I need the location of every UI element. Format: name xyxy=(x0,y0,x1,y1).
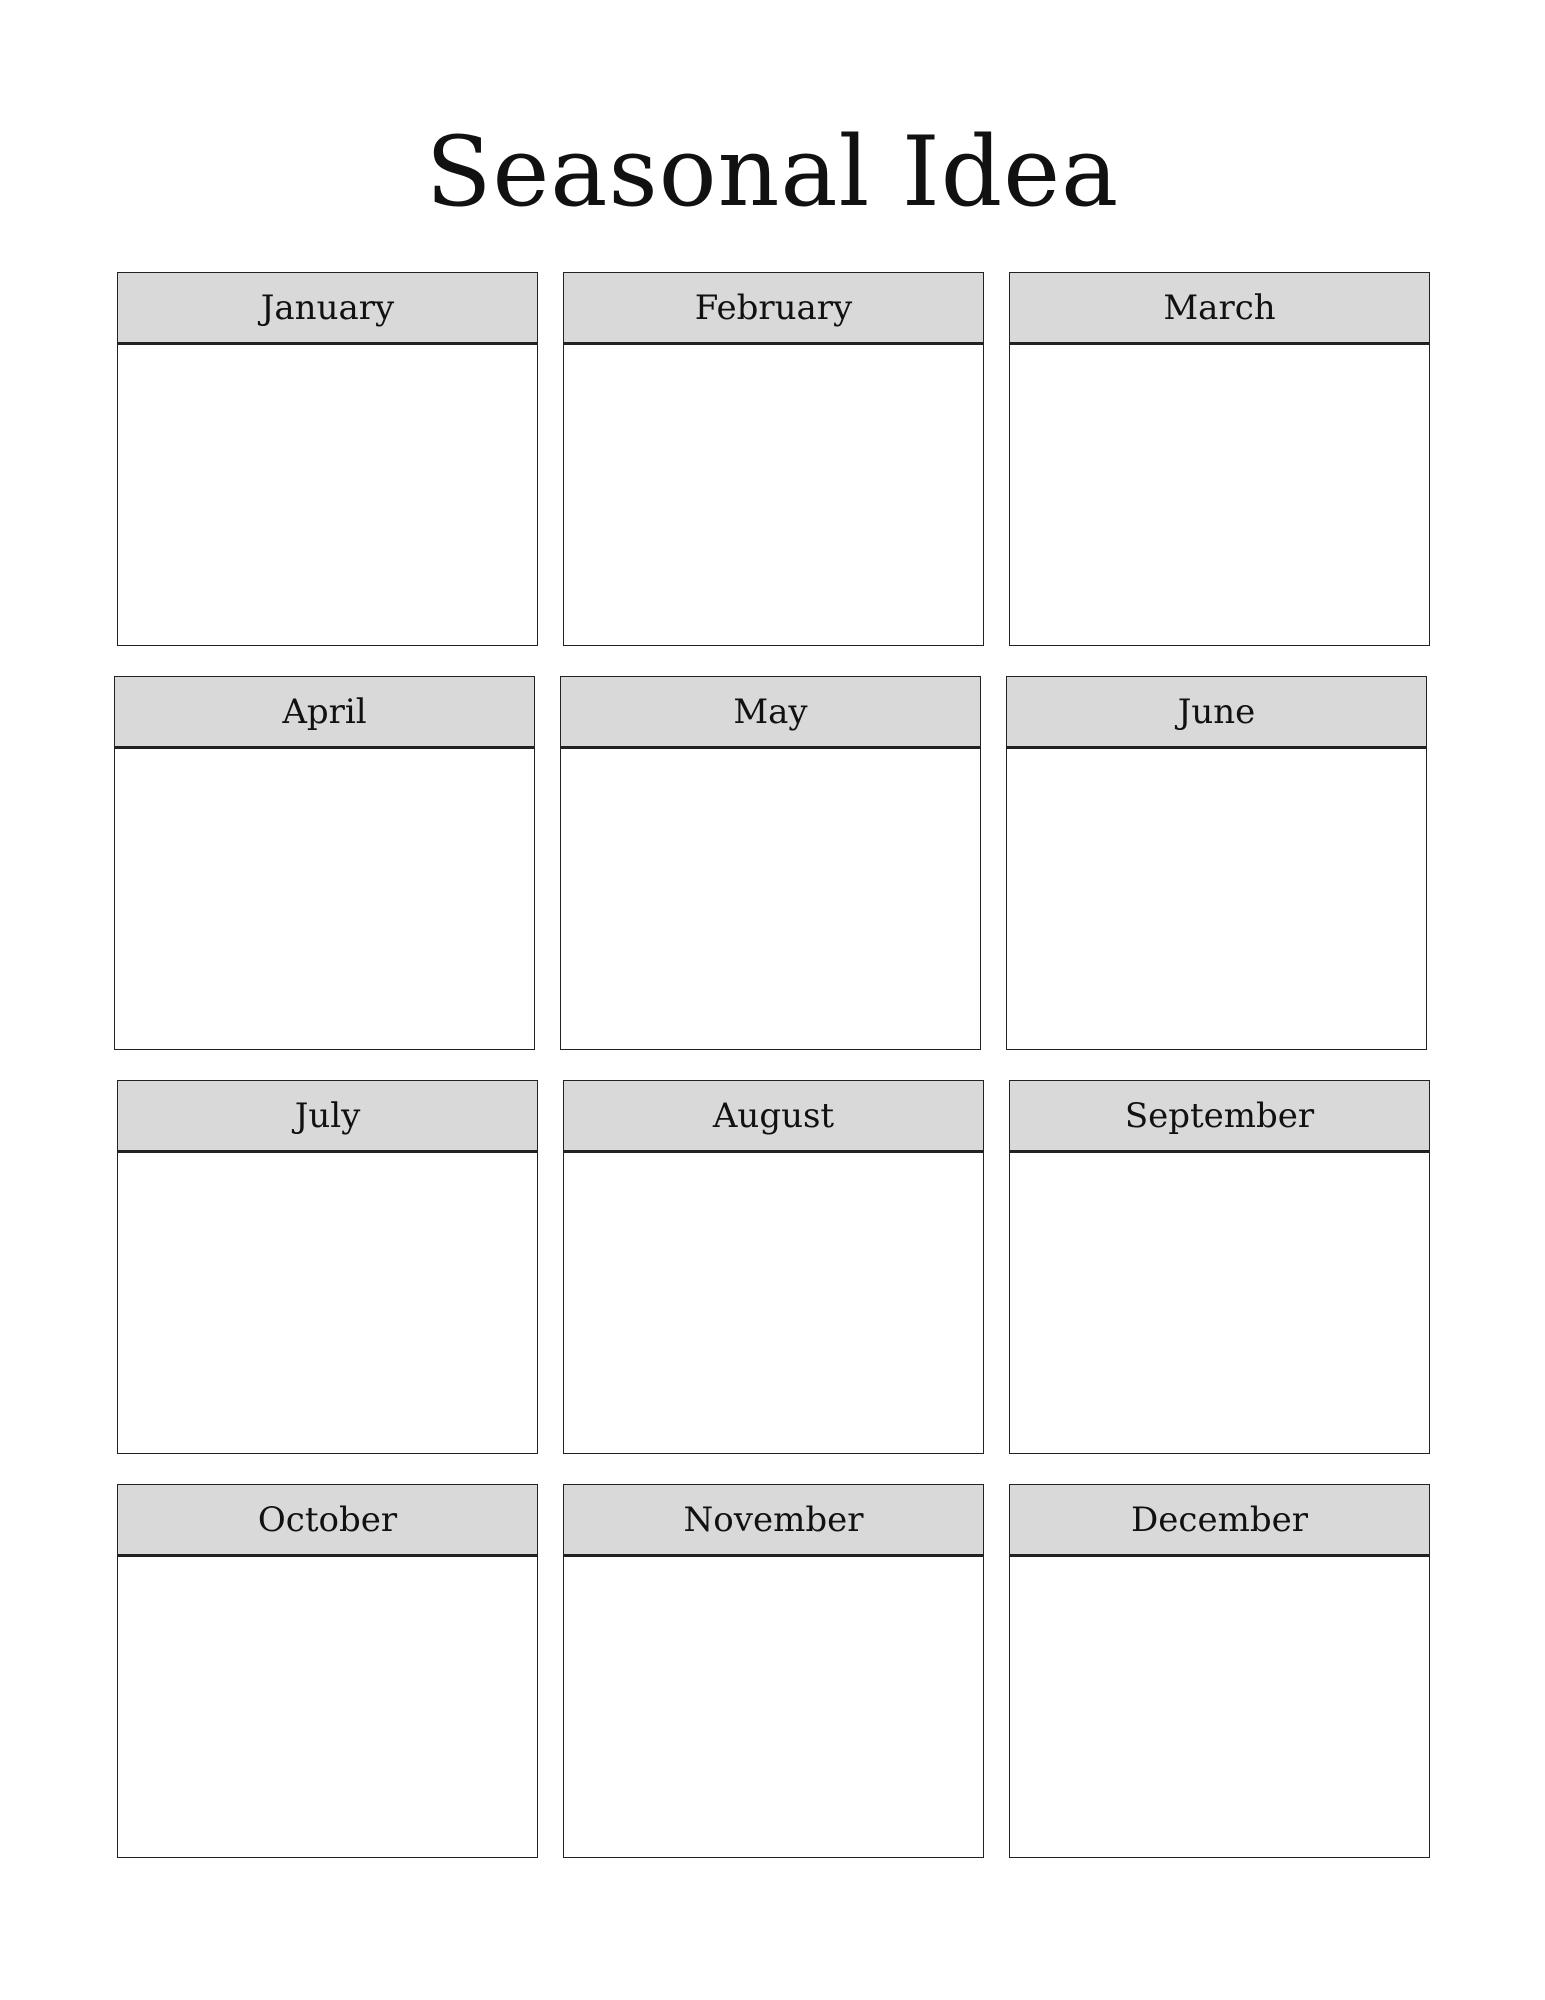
month-card-march xyxy=(1009,272,1430,646)
month-notes-area[interactable] xyxy=(115,749,534,1048)
month-card-july xyxy=(117,1080,538,1454)
month-card-october xyxy=(117,1484,538,1858)
month-header: August xyxy=(564,1081,983,1153)
month-notes-area[interactable] xyxy=(561,749,980,1048)
page-title: Seasonal Idea xyxy=(425,116,1120,228)
month-notes-area[interactable] xyxy=(1007,749,1426,1048)
month-header: July xyxy=(118,1081,537,1153)
month-header: February xyxy=(564,273,983,345)
month-card-april xyxy=(114,676,535,1050)
month-header: November xyxy=(564,1485,983,1557)
month-notes-area[interactable] xyxy=(118,1557,537,1856)
month-card-september xyxy=(1009,1080,1430,1454)
month-notes-area[interactable] xyxy=(564,1153,983,1452)
month-card-january xyxy=(117,272,538,646)
month-notes-area[interactable] xyxy=(118,345,537,644)
month-notes-area[interactable] xyxy=(1010,1557,1429,1856)
month-header: October xyxy=(118,1485,537,1557)
month-card-november xyxy=(563,1484,984,1858)
month-notes-area[interactable] xyxy=(564,1557,983,1856)
month-header: May xyxy=(561,677,980,749)
month-header: January xyxy=(118,273,537,345)
month-header: June xyxy=(1007,677,1426,749)
month-notes-area[interactable] xyxy=(118,1153,537,1452)
month-header: April xyxy=(115,677,534,749)
month-card-august xyxy=(563,1080,984,1454)
month-notes-area[interactable] xyxy=(1010,345,1429,644)
month-notes-area[interactable] xyxy=(564,345,983,644)
month-card-february xyxy=(563,272,984,646)
month-header: December xyxy=(1010,1485,1429,1557)
month-card-may xyxy=(560,676,981,1050)
month-header: March xyxy=(1010,273,1429,345)
month-card-june xyxy=(1006,676,1427,1050)
month-notes-area[interactable] xyxy=(1010,1153,1429,1452)
month-card-december xyxy=(1009,1484,1430,1858)
month-header: September xyxy=(1010,1081,1429,1153)
